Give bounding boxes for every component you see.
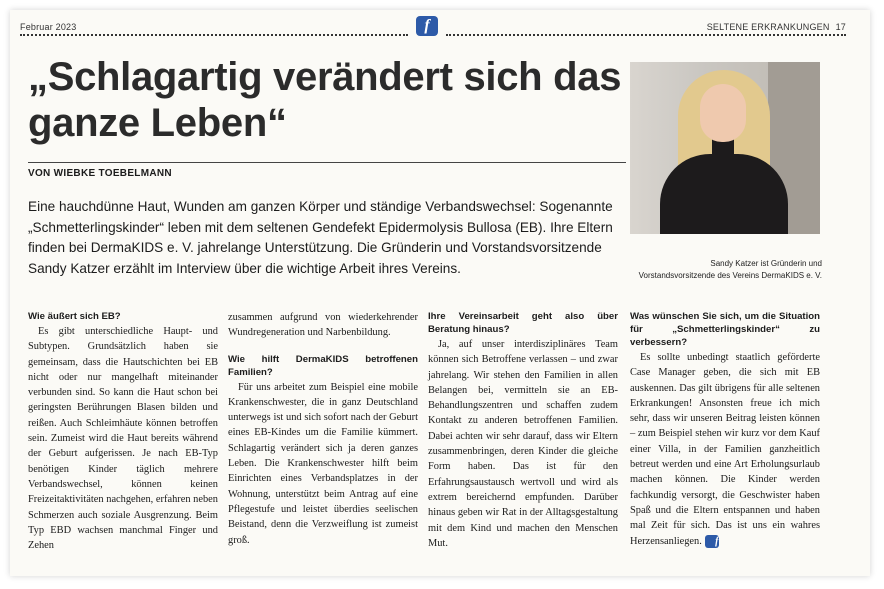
question-1: Wie äußert sich EB? bbox=[28, 311, 121, 322]
column-3 bbox=[428, 310, 618, 551]
answer-2: Für uns arbeitet zum Beispiel eine mobile Krankenschwester, die in ganz Deutschland unterwegs ist und sich sofort nach der Geburt eines EB-Kindes um die Familie kümmert. Schlagartig verändert sich ja deren ganzes Leben. Die Krankenschwester hilft beim Einrichten eines Verbandsplatzes in der Wohnung, unterstützt beim Antrag auf eine Pflegestufe und leistet überdies seelischen Beistand, denn die Verzweiflung ist zumeist groß. bbox=[228, 381, 418, 546]
section-label bbox=[707, 22, 846, 32]
header-dotted-rule-left bbox=[20, 34, 408, 36]
column-1 bbox=[28, 310, 218, 553]
answer-3: Ja, auf unser interdisziplinäres Team können sich Betroffene verlassen – und zwar jahrelang. Wir stehen den Familien in allen Belangen bei, vermitteln sie an EB-Behandlungszentren und schaffen zudem Kontakt zu anderen betroffenen Familien. Dabei achten wir sehr darauf, dass wir Eltern zusammenbringen, deren Kinder die gleiche Form haben. Das ist für den Erfahrungsaustausch wertvoll und wird als extrem bereichernd empfunden. Darüber hinaus geben wir Rat in der Alltagsgestaltung mit dem Kind und machen den Menschen Mut. bbox=[428, 339, 618, 549]
article-headline: „Schlagartig verändert sich das ganze Leben“ bbox=[28, 55, 622, 145]
question-2: Wie hilft DermaKIDS betroffenen Familien? bbox=[228, 353, 418, 378]
header-dotted-rule-right bbox=[446, 34, 846, 36]
lead-paragraph: Eine hauchdünne Haut, Wunden am ganzen Körper und ständige Verbandswechsel: Sogenannte „Schmetterlingskinder“ leben mit dem seltenen Gendefekt Epidermolysis Bullosa (EB). Ihre Eltern finden bei DermaKIDS e. V. jahrelange Unterstützung. Die Gründerin und Vorstandsvorsitzende Sandy Katzer erzählt im Interview über die wichtige Arbeit ihres Vereins. bbox=[28, 199, 613, 276]
section-name: SELTENE ERKRANKUNGEN bbox=[706, 22, 830, 32]
photo-caption-line2: Vorstandsvorsitzende des Vereins DermaKIDS e. V. bbox=[638, 270, 822, 280]
column-4 bbox=[630, 310, 820, 549]
headline-rule bbox=[28, 162, 626, 163]
newspaper-page bbox=[10, 10, 870, 576]
photo-face bbox=[700, 84, 746, 142]
answer-1-continued: zusammen aufgrund von wiederkehrender Wundregeneration und Narbenbildung. bbox=[228, 312, 418, 339]
column-2 bbox=[228, 310, 418, 548]
question-4: Was wünschen Sie sich, um die Situation für „Schmetterlingskinder“ zu verbessern? bbox=[630, 311, 820, 348]
photo-caption-line1: Sandy Katzer ist Gründerin und bbox=[710, 259, 822, 268]
photo-caption bbox=[630, 258, 822, 281]
portrait-photo bbox=[630, 62, 820, 234]
issue-date: Februar 2023 bbox=[20, 22, 77, 32]
page-number: 17 bbox=[835, 22, 846, 32]
publication-logo-icon: f bbox=[416, 16, 438, 36]
answer-1: Es gibt unterschiedliche Haupt- und Subtypen. Grundsätzlich haben sie gemeinsam, dass die Hautschichten bei EB nicht oder nur mangelhaft miteinander verbunden sind. So kann die Haut schon bei geringsten Berührungen Blasen bilden und reißen. Auch Schleimhäute können betroffen sein. Zumeist wird die Haut bereits während der Geburt aufgerissen. Je nach EB-Typ benötigen Kinder täglich mehrere Verbandswechsel, können keinen Freizeitaktivitäten nachgehen, erfahren neben Schmerzen auch soziale Ausgrenzung. Beim Typ EBD wachsen manchmal Finger und Zehen bbox=[28, 326, 218, 552]
answer-4 bbox=[630, 350, 820, 549]
answer-4-text: Es sollte unbedingt staatlich geförderte Case Manager geben, die sich mit EB auskennen. Das gilt übrigens für alle seltenen Erkrankungen! Ansonsten freue ich mich sehr, dass wir unseren Beitrag leisten können – zum Beispiel stehen wir kurz vor dem Kauf einer Villa, in der Familien ganzheitlich betreut werden und eine Art Erholungsurlaub machen können. Die Kinder werden fachkundig versorgt, die Geschwister haben Spaß und die Eltern entspannen und haben mal Zeit für sich. Das ist uns ein wahres Herzensanliegen. bbox=[630, 352, 820, 547]
photo-black-top bbox=[660, 154, 788, 234]
byline: VON WIEBKE TOEBELMANN bbox=[28, 168, 172, 179]
question-3: Ihre Vereinsarbeit geht also über Beratung hinaus? bbox=[428, 311, 618, 335]
end-mark-icon: f bbox=[705, 535, 719, 548]
page-header bbox=[20, 16, 846, 38]
